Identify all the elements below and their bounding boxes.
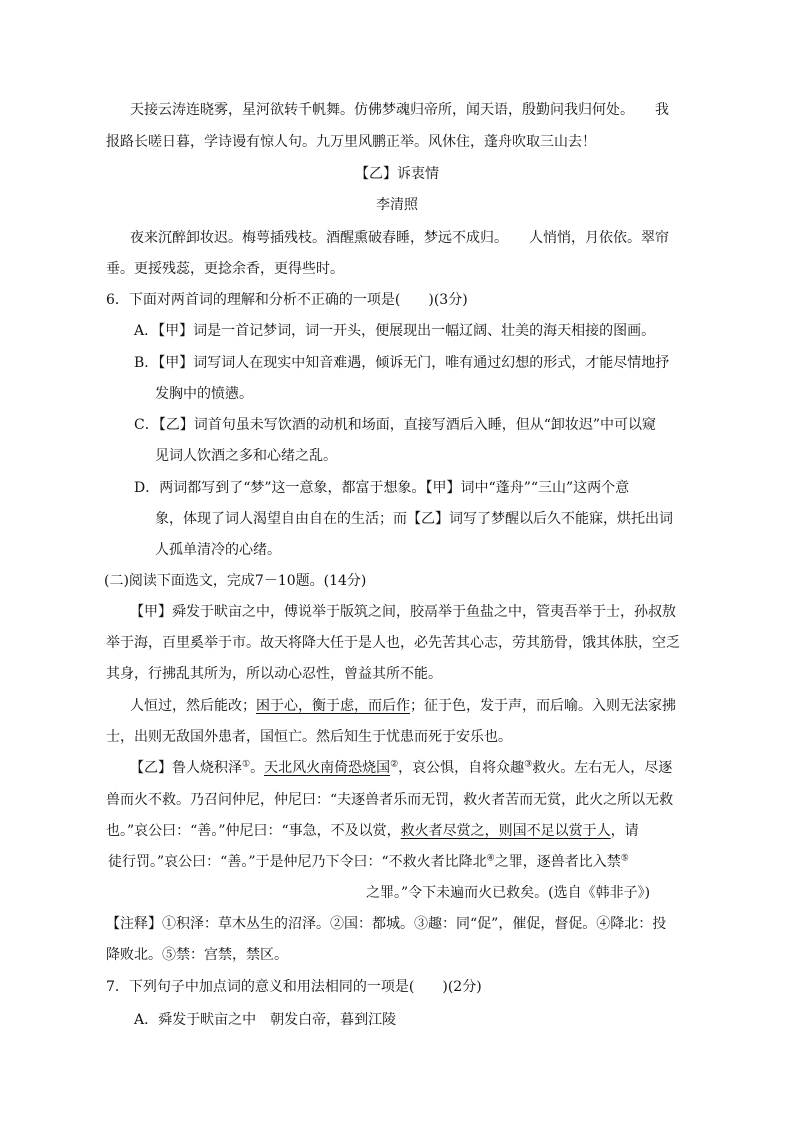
jia-passage-line-1: 【甲】舜发于畎亩之中，傅说举于版筑之间，胶鬲举于鱼盐之中，管夷吾举于士，孙叔敖 xyxy=(130,604,676,620)
question-6-option-a: A．【甲】词是一首记梦词，词一开头，便展现出一幅辽阔、壮美的海天相接的图画。 xyxy=(134,323,656,339)
notes-line-2: 降败北。⑤禁：宫禁，禁区。 xyxy=(106,947,288,963)
underlined-sentence: 天北风火南倚恐烧国 xyxy=(264,760,391,776)
section-2-heading: (二)阅读下面选文，完成7－10题。(14分) xyxy=(104,573,367,589)
yi-passage-text: 。 xyxy=(250,760,265,776)
footnote-marker: ③ xyxy=(524,759,533,770)
footnote-marker: ① xyxy=(242,759,251,770)
question-7-stem: 7．下列句子中加点词的意义和用法相同的一项是( )(2分) xyxy=(106,979,482,995)
yi-poem-line-1: 夜来沉醉卸妆迟。梅萼插残枝。酒醒熏破春睡，梦远不成归。 人悄悄，月依依。翠帘 xyxy=(130,230,669,246)
notes-line-1: 【注释】①积泽：草木丛生的沼泽。②国：都城。③趣：同“促”，催促，督促。④降北：投 xyxy=(106,916,667,932)
yi-passage-line-1 xyxy=(130,758,672,778)
yi-passage-line-2: 兽而火不救。乃召问仲尼，仲尼曰：“夫逐兽者乐而无罚，救火者苦而无赏，此火之所以无救 xyxy=(106,792,674,808)
yi-passage-line-3 xyxy=(106,821,639,841)
jia-passage-line-3: 其身，行拂乱其所为，所以动心忍性，曾益其所不能。 xyxy=(106,666,442,682)
yi-poem-line-2: 垂。更挼残蕊，更捻余香，更得些时。 xyxy=(106,261,344,277)
footnote-marker: ② xyxy=(390,759,399,770)
question-6-option-d-line-3: 人孤单清冷的心绪。 xyxy=(155,542,281,558)
question-6-option-d-line-2: 象，体现了词人渴望自由自在的生活；而【乙】词写了梦醒以后久不能寐，烘托出词 xyxy=(155,511,673,527)
underlined-sentence: 困于心，衡于虑，而后作 xyxy=(256,698,410,714)
question-6-option-b-line-2: 发胸中的愤懑。 xyxy=(155,386,253,402)
yi-passage-text: 【乙】鲁人烧积泽 xyxy=(130,760,242,776)
jia-passage-line-5: 士，出则无敌国外患者，国恒亡。然后知生于忧患而死于安乐也。 xyxy=(106,729,512,745)
question-7-option-a: A．舜发于畎亩之中 朝发白帝，暮到江陵 xyxy=(134,1012,397,1028)
question-6-option-c-line-1: C．【乙】词首句虽未写饮酒的动机和场面，直接写酒后入睡，但从“卸妆迟”中可以窥 xyxy=(134,417,657,433)
jia-passage-line-4 xyxy=(130,696,676,716)
question-6-stem: 6．下面对两首词的理解和分析不正确的一项是( )(3分) xyxy=(106,292,468,308)
question-6-option-b-line-1: B．【甲】词写词人在现实中知音难遇，倾诉无门，唯有通过幻想的形式，才能尽情地抒 xyxy=(134,355,670,371)
jia-passage-text: 人恒过，然后能改； xyxy=(130,698,256,714)
yi-passage-text: ，哀公惧，自将众趣 xyxy=(398,760,525,776)
question-6-option-c-line-2: 见词人饮酒之多和心绪之乱。 xyxy=(155,448,337,464)
jia-poem-line-2: 报路长嗟日暮，学诗谩有惊人句。九万里风鹏正举。风休住，蓬舟吹取三山去！ xyxy=(106,134,596,150)
yi-passage-text: 也。”哀公曰：“善。”仲尼曰：“事急，不及以赏， xyxy=(106,823,401,839)
yi-poem-title: 【乙】诉衷情 xyxy=(355,166,439,182)
yi-passage-text: 之罪，逐兽者比入禁 xyxy=(494,854,621,870)
yi-passage-text: 徒行罚。”哀公曰：“善。”于是仲尼乃下令曰：“不救火者比降北 xyxy=(108,854,487,870)
yi-poem-author: 李清照 xyxy=(376,197,418,213)
question-6-option-d-line-1: D．两词都写到了“梦”这一意象，都富于想象。【甲】词中“蓬舟”“三山”这两个意 xyxy=(134,480,630,496)
yi-passage-line-5: 之罪。”令下未遍而火已救矣。(选自《韩非子》) xyxy=(366,885,651,901)
underlined-sentence: 救火者尽赏之，则国不足以赏于人 xyxy=(400,823,611,839)
yi-passage-line-4 xyxy=(108,852,629,872)
jia-poem-line-1: 天接云涛连晓雾，星河欲转千帆舞。仿佛梦魂归帝所，闻天语，殷勤问我归何处。 我 xyxy=(130,102,669,118)
jia-passage-text: ；征于色，发于声，而后喻。入则无法家拂 xyxy=(410,698,676,714)
yi-passage-text: 救火。左右无人，尽逐 xyxy=(532,760,673,776)
jia-passage-line-2: 举于海，百里奚举于市。故天将降大任于是人也，必先苦其心志，劳其筋骨，饿其体肤，空乏 xyxy=(106,635,680,651)
footnote-marker: ⑤ xyxy=(620,853,629,864)
yi-passage-text: ，请 xyxy=(610,823,639,839)
footnote-marker: ④ xyxy=(486,853,495,864)
